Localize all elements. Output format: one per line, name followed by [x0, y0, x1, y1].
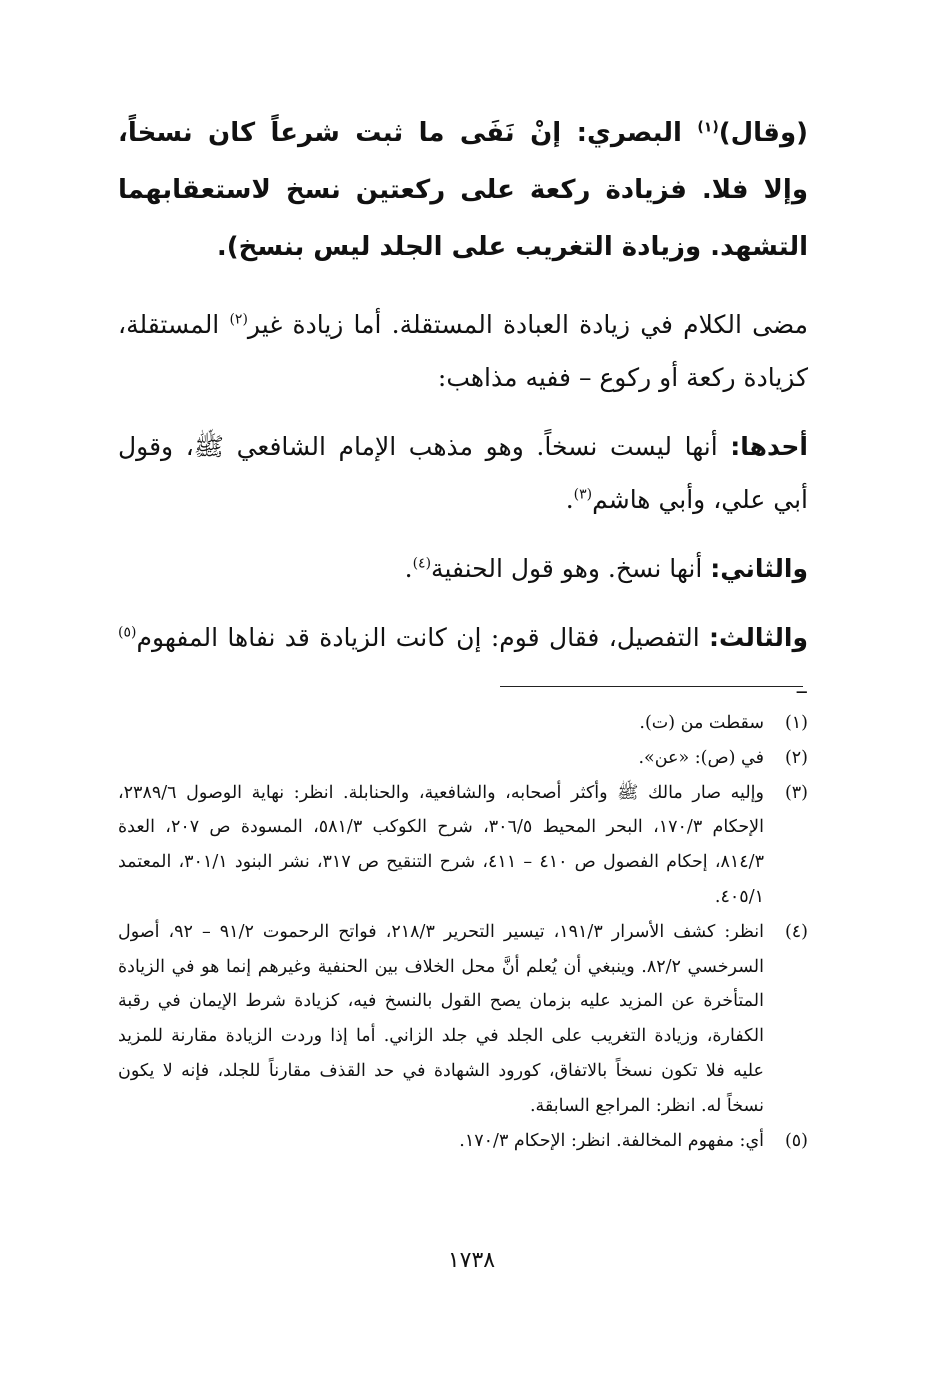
quote-body: البصري: إنْ نَفَى ما ثبت شرعاً كان نسخاً، وإلا فلا. فزيادة ركعة على ركعتين نسخ لاستعقابهما التشهد. وزيادة التغريب على الجلد ليس بنسخ).	[118, 118, 808, 262]
paragraph-4	[118, 611, 808, 717]
paragraph-3	[118, 542, 808, 595]
footnote-1	[118, 706, 808, 741]
quote-open: (وقال)	[718, 118, 808, 148]
footnote-5-number: (٥)	[784, 1130, 808, 1151]
paragraph-2-lead: أحدها:	[730, 432, 808, 461]
quoted-text	[118, 105, 808, 276]
paragraph-4-text-b: –	[795, 676, 808, 705]
paragraph-2	[118, 420, 808, 526]
main-text	[118, 105, 808, 733]
footnote-4-text: انظر: كشف الأسرار ١٩١/٣، تيسير التحرير ٢١٨/٣، فواتح الرحموت ٩١/٢ – ٩٢، أصول السرخسي ٨٢/٢. وينبغي أن يُعلم أنَّ محل الخلاف بين الحنفية وغيرهم إنما هو في الزيادة المتأخرة عن المزيد عليه بزمان يصح القول بالنسخ فيه، كزيادة شرط الإيمان في رقبة الكفارة، وزيادة التغريب على الجلد في جلد الزاني. أما إذا وردت الزيادة مقارنة للمزيد عليه فلا تكون نسخاً بالاتفاق، كورود الشهادة في حد القذف مقارناً للجلد، فإنه لا يكون نسخاً له. انظر: المراجع السابقة.	[118, 921, 764, 1116]
paragraph-4-lead: والثالث:	[709, 623, 808, 652]
paragraph-4-text-a: التفصيل، فقال قوم: إن كانت الزيادة قد نفاها المفهوم	[136, 623, 710, 652]
footnote-2-number: (٢)	[784, 747, 808, 768]
footnote-2	[118, 741, 808, 776]
footnotes	[118, 706, 808, 1158]
footnote-5	[118, 1124, 808, 1159]
footnote-5-text: أي: مفهوم المخالفة. انظر: الإحكام ١٧٠/٣.	[459, 1130, 764, 1151]
paragraph-1-text-a: مضى الكلام في زيادة العبادة المستقلة. أما زيادة غير	[247, 310, 808, 339]
footnote-ref-4[interactable]: (٤)	[412, 555, 432, 572]
footnote-ref-2[interactable]: (٢)	[229, 311, 248, 328]
paragraph-3-text-b: .	[404, 554, 413, 583]
footnote-4-number: (٤)	[784, 921, 808, 942]
paragraph-2-text-a: أنها ليست نسخاً. وهو مذهب الإمام الشافعي ﷺ، وقول أبي علي، وأبي هاشم	[118, 432, 808, 514]
footnote-3-number: (٣)	[784, 782, 808, 803]
footnote-1-number: (١)	[784, 713, 808, 733]
footnote-1-text: سقطت من (ت).	[639, 713, 764, 733]
footnote-4	[118, 915, 808, 1124]
paragraph-2-text-b: .	[565, 485, 574, 514]
paragraph-3-lead: والثاني:	[710, 554, 808, 583]
footnote-ref-3[interactable]: (٣)	[573, 486, 593, 503]
footnote-2-text: في (ص): «عن».	[638, 747, 764, 768]
footnote-ref-1[interactable]: (١)	[697, 119, 719, 136]
footnote-3-text: وإليه صار مالك ﷺ وأكثر أصحابه، والشافعية، والحنابلة. انظر: نهاية الوصول ٢٣٨٩/٦، الإحكام ١٧٠/٣، البحر المحيط ٣٠٦/٥، شرح الكوكب ٥٨١/٣، المسودة ص ٢٠٧، العدة ٨١٤/٣، إحكام الفصول ص ٤١٠ – ٤١١، شرح التنقيح ص ٣١٧، نشر البنود ٣٠١/١، المعتمد ٤٠٥/١.	[118, 782, 764, 907]
footnote-separator	[500, 686, 803, 687]
paragraph-1	[118, 298, 808, 404]
paragraph-3-text-a: أنها نسخ. وهو قول الحنفية	[431, 554, 711, 583]
paragraph-1-text-b: المستقلة، كزيادة ركعة أو ركوع – ففيه مذاهب:	[118, 310, 808, 392]
footnote-ref-5[interactable]: (٥)	[118, 624, 137, 641]
footnote-3	[118, 776, 808, 915]
page-number: ١٧٣٨	[447, 1248, 496, 1273]
